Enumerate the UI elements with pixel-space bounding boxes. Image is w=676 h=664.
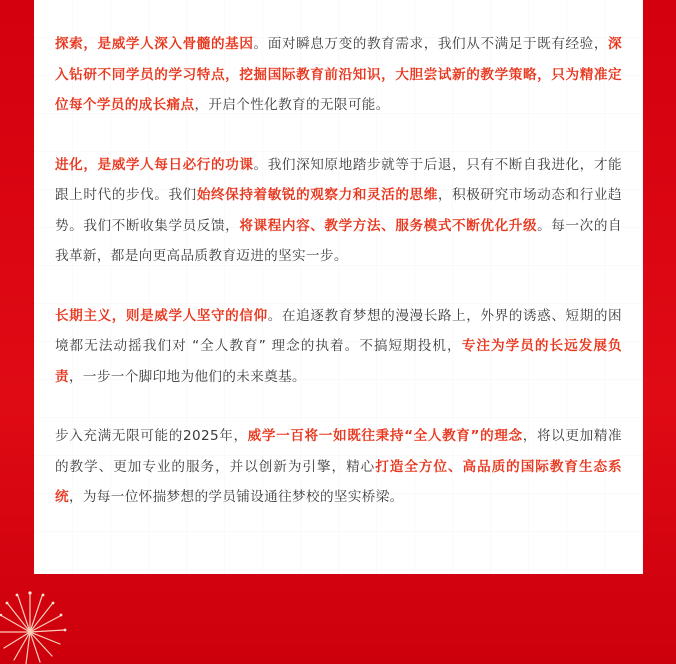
paragraph-explore (55, 29, 622, 121)
paragraph-evolve (55, 150, 622, 272)
body-text: 步入充满无限可能的2025年， (55, 428, 248, 444)
paragraph-2025 (55, 421, 622, 513)
body-text: 。在追逐教育梦想的漫漫长路上，外界的诱惑、短期的困境都无法动摇我们对 “全人教育” 理念的执着。不搞短期投机， (55, 307, 623, 354)
highlight-text: 专注为学员的长远发展负责 (55, 338, 622, 385)
paragraph-long-term (55, 301, 622, 393)
body-text: ，将以更加精准的教学、更加专业的服务，并以创新为引擎，精心 (55, 428, 622, 475)
highlight-text: 探索，是威学人深入骨髓的基因 (55, 36, 254, 52)
body-text: ，积极研究市场动态和行业趋势。我们不断收集学员反馈， (55, 187, 622, 234)
highlight-text: 深入钻研不同学员的学习特点，挖掘国际教育前沿知识，大胆尝试新的教学策略，只为精准定位每个学员的成长痛点 (55, 36, 622, 113)
highlight-text: 威学一百将一如既往秉持“全人教育”的理念 (247, 428, 523, 444)
body-text: ，一步一个脚印地为他们的未来奠基。 (68, 368, 306, 385)
body-text: 。我们深知原地踏步就等于后退，只有不断自我进化，才能跟上时代的步伐。我们 (55, 156, 622, 203)
highlight-text: 将课程内容、教学方法、服务模式不断优化升级 (239, 217, 538, 234)
highlight-text: 长期主义，则是威学人坚守的信仰 (55, 307, 268, 324)
highlight-text: 始终保持着敏锐的观察力和灵活的思维 (196, 187, 438, 203)
body-text: ，为每一位怀揣梦想的学员铺设通往梦校的坚实桥梁。 (68, 489, 404, 505)
highlight-text: 进化，是威学人每日必行的功课 (55, 156, 254, 173)
body-text: 。每一次的自我革新，都是向更高品质教育迈进的坚实一步。 (55, 217, 622, 264)
firework-icon (0, 588, 76, 664)
article-card (34, 0, 643, 574)
body-text: 。面对瞬息万变的教育需求，我们从不满足于既有经验， (253, 36, 609, 52)
body-text: ，开启个性化教育的无限可能。 (194, 97, 390, 113)
highlight-text: 打造全方位、高品质的国际教育生态系统 (55, 458, 622, 505)
